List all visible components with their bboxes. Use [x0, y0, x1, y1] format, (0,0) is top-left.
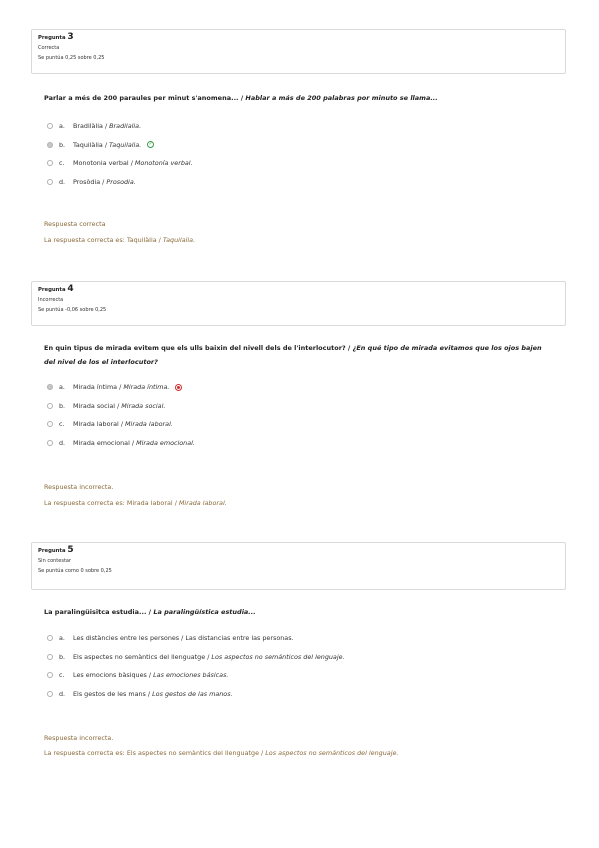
answer-option[interactable]: d. Prosòdia / Prosodia.	[47, 173, 193, 192]
answer-option[interactable]: d. Els gestos de les mans / Los gestos de las manos.	[47, 685, 345, 704]
radio-button[interactable]	[47, 421, 53, 427]
radio-button[interactable]	[47, 160, 53, 166]
radio-button[interactable]	[47, 635, 53, 641]
answer-option[interactable]: c. Les emocions bàsiques / Las emociones básicas.	[47, 666, 345, 685]
radio-button[interactable]	[47, 179, 53, 185]
correct-answer-text: La respuesta correcta es: Taquilàlia / Taquilalia.	[44, 236, 196, 244]
radio-button-checked[interactable]	[47, 142, 53, 148]
question-text: La paralingüisitca estudia... / La paralingüística estudia...	[44, 608, 256, 616]
answer-option[interactable]: d. Mirada emocional / Mirada emocional.	[47, 434, 195, 453]
question-number: Pregunta 3	[38, 32, 74, 42]
question-info-box	[31, 542, 566, 590]
radio-button[interactable]	[47, 123, 53, 129]
answer-option[interactable]: b. Els aspectes no semàntics del llenguatge / Los aspectos no semánticos del lenguaje.	[47, 648, 345, 667]
answer-option[interactable]: b. Taquilàlia / Taquilalia. ✓	[47, 136, 193, 155]
radio-button[interactable]	[47, 691, 53, 697]
feedback-text: Respuesta correcta	[44, 220, 106, 228]
question-text: Parlar a més de 200 paraules per minut s'anomena... / Hablar a más de 200 palabras por minuto se llama...	[44, 94, 438, 102]
answer-option[interactable]: c. Monotonia verbal / Monotonía verbal.	[47, 154, 193, 173]
answer-options	[47, 629, 345, 703]
incorrect-icon	[175, 384, 182, 391]
question-info-box	[31, 281, 566, 326]
radio-button[interactable]	[47, 440, 53, 446]
question-number: Pregunta 4	[38, 284, 74, 294]
answer-option[interactable]: a. Mirada íntima / Mirada íntima.	[47, 378, 195, 397]
answer-options	[47, 117, 193, 191]
question-state: Correcta	[38, 45, 60, 51]
answer-options	[47, 378, 195, 452]
feedback-text: Respuesta incorrecta.	[44, 734, 114, 742]
answer-option[interactable]: a. Les distàncies entre les persones / Las distancias entre las personas.	[47, 629, 345, 648]
radio-button[interactable]	[47, 654, 53, 660]
correct-answer-text: La respuesta correcta es: Mirada laboral / Mirada laboral.	[44, 499, 227, 507]
question-grade: Se puntúa como 0 sobre 0,25	[38, 568, 112, 574]
question-info-box	[31, 29, 566, 74]
correct-answer-text: La respuesta correcta es: Els aspectes no semàntics del llenguatge / Los aspectos no semánticos del lenguaje.	[44, 749, 399, 757]
correct-icon: ✓	[148, 141, 153, 148]
radio-button[interactable]	[47, 672, 53, 678]
question-state: Sin contestar	[38, 558, 72, 564]
question-grade: Se puntúa 0,25 sobre 0,25	[38, 55, 105, 61]
question-state: Incorrecta	[38, 297, 64, 303]
radio-button-checked[interactable]	[47, 384, 53, 390]
question-grade: Se puntúa -0,06 sobre 0,25	[38, 307, 107, 313]
answer-option[interactable]: b. Mirada social / Mirada social.	[47, 397, 195, 416]
answer-option[interactable]: a. Bradilàlia / Bradilalia.	[47, 117, 193, 136]
answer-option[interactable]: c. Mirada laboral / Mirada laboral.	[47, 415, 195, 434]
feedback-text: Respuesta incorrecta.	[44, 483, 114, 491]
question-number: Pregunta 5	[38, 545, 74, 555]
question-text: En quin tipus de mirada evitem que els ulls baixin del nivell dels de l'interlocutor? / ¿En qué tipo de mirada evitamos que los ojos bajen del nivel de los el interlocutor?	[44, 344, 542, 366]
radio-button[interactable]	[47, 403, 53, 409]
